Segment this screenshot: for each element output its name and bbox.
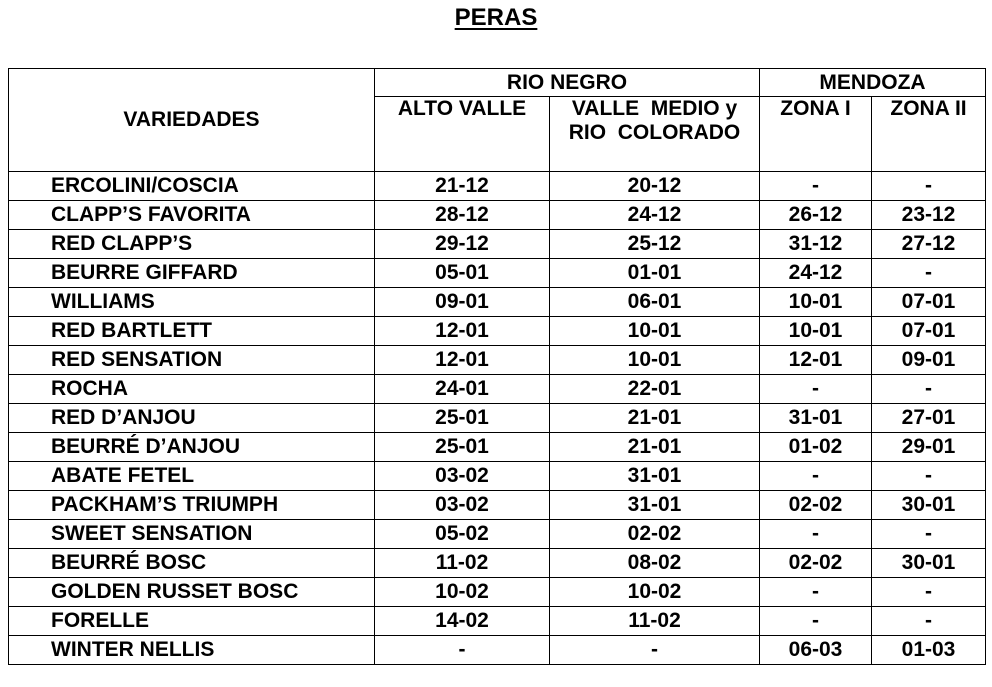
zona-1-cell: 06-03 — [760, 636, 872, 665]
zona-2-cell: - — [872, 259, 986, 288]
valle-medio-cell: 21-01 — [550, 433, 760, 462]
table-body — [9, 172, 986, 665]
variety-cell: RED SENSATION — [9, 346, 375, 375]
zona-2-cell: 23-12 — [872, 201, 986, 230]
valle-medio-cell: 02-02 — [550, 520, 760, 549]
header-alto-valle: ALTO VALLE — [375, 97, 550, 172]
zona-2-cell: 07-01 — [872, 317, 986, 346]
alto-valle-cell: 12-01 — [375, 317, 550, 346]
zona-2-cell: - — [872, 172, 986, 201]
variety-cell: RED D’ANJOU — [9, 404, 375, 433]
zona-2-cell: 07-01 — [872, 288, 986, 317]
zona-2-cell: 30-01 — [872, 491, 986, 520]
zona-2-cell: 09-01 — [872, 346, 986, 375]
variety-cell: BEURRÉ BOSC — [9, 549, 375, 578]
table-row — [9, 317, 986, 346]
zona-2-cell: 01-03 — [872, 636, 986, 665]
alto-valle-cell: 11-02 — [375, 549, 550, 578]
peras-table — [8, 68, 986, 665]
zona-2-cell: 29-01 — [872, 433, 986, 462]
table-row — [9, 520, 986, 549]
variety-cell: BEURRE GIFFARD — [9, 259, 375, 288]
valle-medio-cell: 21-01 — [550, 404, 760, 433]
variety-cell: RED CLAPP’S — [9, 230, 375, 259]
alto-valle-cell: 29-12 — [375, 230, 550, 259]
alto-valle-cell: 09-01 — [375, 288, 550, 317]
valle-medio-cell: - — [550, 636, 760, 665]
valle-medio-cell: 08-02 — [550, 549, 760, 578]
alto-valle-cell: 21-12 — [375, 172, 550, 201]
table-row — [9, 636, 986, 665]
valle-medio-cell: 31-01 — [550, 491, 760, 520]
table-row — [9, 172, 986, 201]
zona-1-cell: 24-12 — [760, 259, 872, 288]
table-row — [9, 404, 986, 433]
zona-1-cell: 01-02 — [760, 433, 872, 462]
header-valle-medio-line2: RIO COLORADO — [568, 121, 741, 144]
variety-cell: WILLIAMS — [9, 288, 375, 317]
zona-1-cell: - — [760, 375, 872, 404]
zona-2-cell: - — [872, 462, 986, 491]
table-row — [9, 491, 986, 520]
zona-1-cell: 02-02 — [760, 549, 872, 578]
valle-medio-cell: 20-12 — [550, 172, 760, 201]
variety-cell: PACKHAM’S TRIUMPH — [9, 491, 375, 520]
zona-1-cell: 31-12 — [760, 230, 872, 259]
zona-1-cell: - — [760, 607, 872, 636]
alto-valle-cell: 03-02 — [375, 491, 550, 520]
valle-medio-cell: 22-01 — [550, 375, 760, 404]
zona-1-cell: - — [760, 462, 872, 491]
variety-cell: FORELLE — [9, 607, 375, 636]
valle-medio-cell: 10-01 — [550, 317, 760, 346]
valle-medio-cell: 11-02 — [550, 607, 760, 636]
table-row — [9, 607, 986, 636]
zona-1-cell: 26-12 — [760, 201, 872, 230]
variety-cell: SWEET SENSATION — [9, 520, 375, 549]
header-rio-negro: RIO NEGRO — [375, 69, 760, 97]
variety-cell: ABATE FETEL — [9, 462, 375, 491]
valle-medio-cell: 25-12 — [550, 230, 760, 259]
valle-medio-cell: 10-02 — [550, 578, 760, 607]
alto-valle-cell: 25-01 — [375, 433, 550, 462]
variety-cell: ROCHA — [9, 375, 375, 404]
header-zona-1: ZONA I — [760, 97, 872, 172]
valle-medio-cell: 24-12 — [550, 201, 760, 230]
variety-cell: ERCOLINI/COSCIA — [9, 172, 375, 201]
zona-2-cell: - — [872, 375, 986, 404]
header-valle-medio-line1: VALLE MEDIO y — [571, 97, 738, 120]
zona-1-cell: - — [760, 520, 872, 549]
table-row — [9, 578, 986, 607]
alto-valle-cell: 03-02 — [375, 462, 550, 491]
zona-1-cell: - — [760, 172, 872, 201]
alto-valle-cell: 05-01 — [375, 259, 550, 288]
zona-1-cell: - — [760, 578, 872, 607]
valle-medio-cell: 01-01 — [550, 259, 760, 288]
zona-1-cell: 10-01 — [760, 288, 872, 317]
zona-2-cell: 30-01 — [872, 549, 986, 578]
alto-valle-cell: 28-12 — [375, 201, 550, 230]
zona-2-cell: - — [872, 607, 986, 636]
table-row — [9, 201, 986, 230]
table-row — [9, 433, 986, 462]
header-variedades: VARIEDADES — [9, 69, 375, 172]
alto-valle-cell: - — [375, 636, 550, 665]
header-mendoza: MENDOZA — [760, 69, 986, 97]
table-row — [9, 230, 986, 259]
zona-1-cell: 10-01 — [760, 317, 872, 346]
header-zona-2: ZONA II — [872, 97, 986, 172]
zona-2-cell: 27-01 — [872, 404, 986, 433]
variety-cell: GOLDEN RUSSET BOSC — [9, 578, 375, 607]
alto-valle-cell: 10-02 — [375, 578, 550, 607]
variety-cell: WINTER NELLIS — [9, 636, 375, 665]
table-row — [9, 375, 986, 404]
alto-valle-cell: 24-01 — [375, 375, 550, 404]
alto-valle-cell: 12-01 — [375, 346, 550, 375]
table-row — [9, 259, 986, 288]
variety-cell: RED BARTLETT — [9, 317, 375, 346]
alto-valle-cell: 05-02 — [375, 520, 550, 549]
table-row — [9, 346, 986, 375]
valle-medio-cell: 06-01 — [550, 288, 760, 317]
variety-cell: CLAPP’S FAVORITA — [9, 201, 375, 230]
zona-1-cell: 31-01 — [760, 404, 872, 433]
alto-valle-cell: 25-01 — [375, 404, 550, 433]
table-row — [9, 462, 986, 491]
table-row — [9, 288, 986, 317]
zona-2-cell: 27-12 — [872, 230, 986, 259]
alto-valle-cell: 14-02 — [375, 607, 550, 636]
zona-1-cell: 12-01 — [760, 346, 872, 375]
zona-2-cell: - — [872, 520, 986, 549]
valle-medio-cell: 31-01 — [550, 462, 760, 491]
variety-cell: BEURRÉ D’ANJOU — [9, 433, 375, 462]
table-row — [9, 549, 986, 578]
header-valle-medio — [550, 97, 760, 172]
zona-2-cell: - — [872, 578, 986, 607]
zona-1-cell: 02-02 — [760, 491, 872, 520]
page-title: PERAS — [454, 4, 538, 31]
valle-medio-cell: 10-01 — [550, 346, 760, 375]
